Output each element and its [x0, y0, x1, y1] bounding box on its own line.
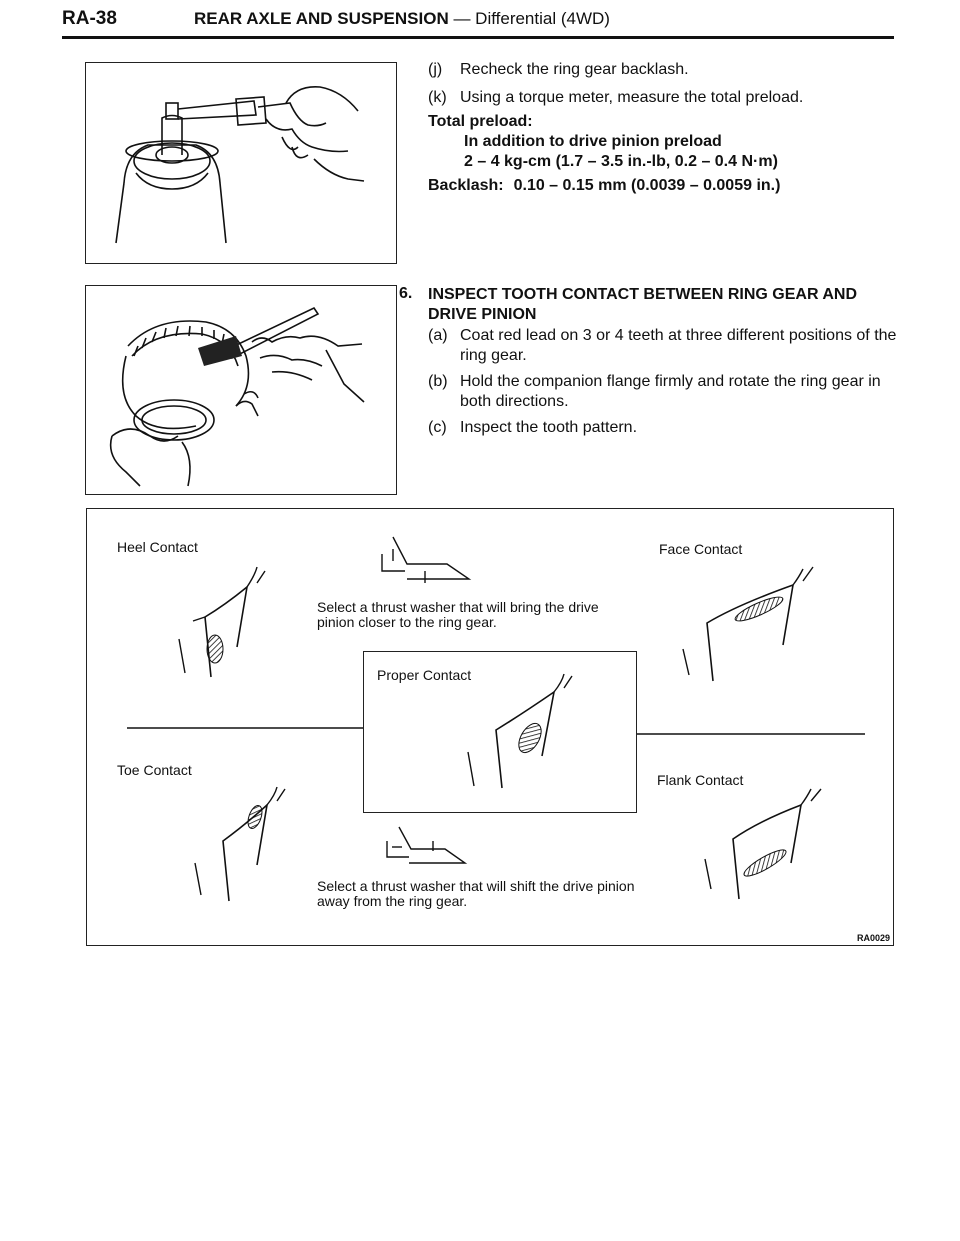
section-number: 6. [399, 285, 413, 302]
face-contact-label: Face Contact [659, 541, 743, 557]
backlash-spec [428, 177, 780, 195]
tooth-contact-diagram [86, 508, 894, 946]
substep-b-mark: (b) [428, 373, 448, 390]
pinion-away-icon [387, 827, 465, 863]
total-preload-label: Total preload: [428, 113, 533, 130]
red-lead-coating-illustration [85, 285, 397, 495]
header-rule [62, 36, 894, 39]
toe-contact-tooth-icon [195, 787, 285, 901]
section-title: INSPECT TOOTH CONTACT BETWEEN RING GEAR AND DRIVE PINION [428, 286, 858, 323]
backlash-value: 0.10 – 0.15 mm (0.0039 – 0.0059 in.) [513, 177, 781, 194]
substep-a-mark: (a) [428, 327, 448, 344]
step-k-mark: (k) [428, 89, 447, 106]
heel-contact-tooth-icon [179, 567, 265, 677]
step-j-text: Recheck the ring gear backlash. [460, 61, 689, 78]
step-j-mark: (j) [428, 61, 443, 78]
note-pinion-closer: Select a thrust washer that will bring the drive pinion closer to the ring gear. [317, 599, 599, 630]
substep-b-text: Hold the companion flange firmly and rotate the ring gear in both directions. [460, 373, 881, 410]
page-number: RA-38 [62, 8, 117, 29]
substep-a-text: Coat red lead on 3 or 4 teeth at three different positions of the ring gear. [460, 327, 897, 364]
step-k-text: Using a torque meter, measure the total preload. [460, 89, 804, 106]
pinion-closer-icon [382, 537, 469, 583]
header-title-main: REAR AXLE AND SUSPENSION [194, 9, 449, 28]
toe-contact-label: Toe Contact [117, 762, 192, 778]
face-contact-tooth-icon [683, 567, 813, 681]
flank-contact-tooth-icon [705, 789, 821, 899]
substep-a [428, 326, 898, 366]
substep-b [428, 372, 898, 412]
total-preload-condition: In addition to drive pinion preload [464, 133, 722, 150]
substep-c-mark: (c) [428, 419, 447, 436]
proper-contact-label: Proper Contact [377, 667, 472, 683]
step-k [428, 88, 803, 108]
header-title-sub: — Differential (4WD) [448, 9, 610, 28]
flank-contact-label: Flank Contact [657, 772, 744, 788]
figure-code: RA0029 [856, 933, 890, 943]
backlash-label: Backlash: [428, 177, 504, 194]
page-header-title [194, 9, 610, 29]
total-preload-value: 2 – 4 kg-cm (1.7 – 3.5 in.-lb, 0.2 – 0.4 N·m) [464, 153, 778, 170]
torque-meter-illustration [85, 62, 397, 264]
substep-c-text: Inspect the tooth pattern. [460, 419, 638, 436]
heel-contact-label: Heel Contact [117, 539, 198, 555]
step-j [428, 60, 689, 80]
note-pinion-away: Select a thrust washer that will shift the drive pinion away from the ring gear. [317, 878, 635, 909]
torque-meter-drawing [86, 63, 396, 263]
ring-gear-drawing [86, 286, 396, 494]
substep-c [428, 418, 898, 438]
